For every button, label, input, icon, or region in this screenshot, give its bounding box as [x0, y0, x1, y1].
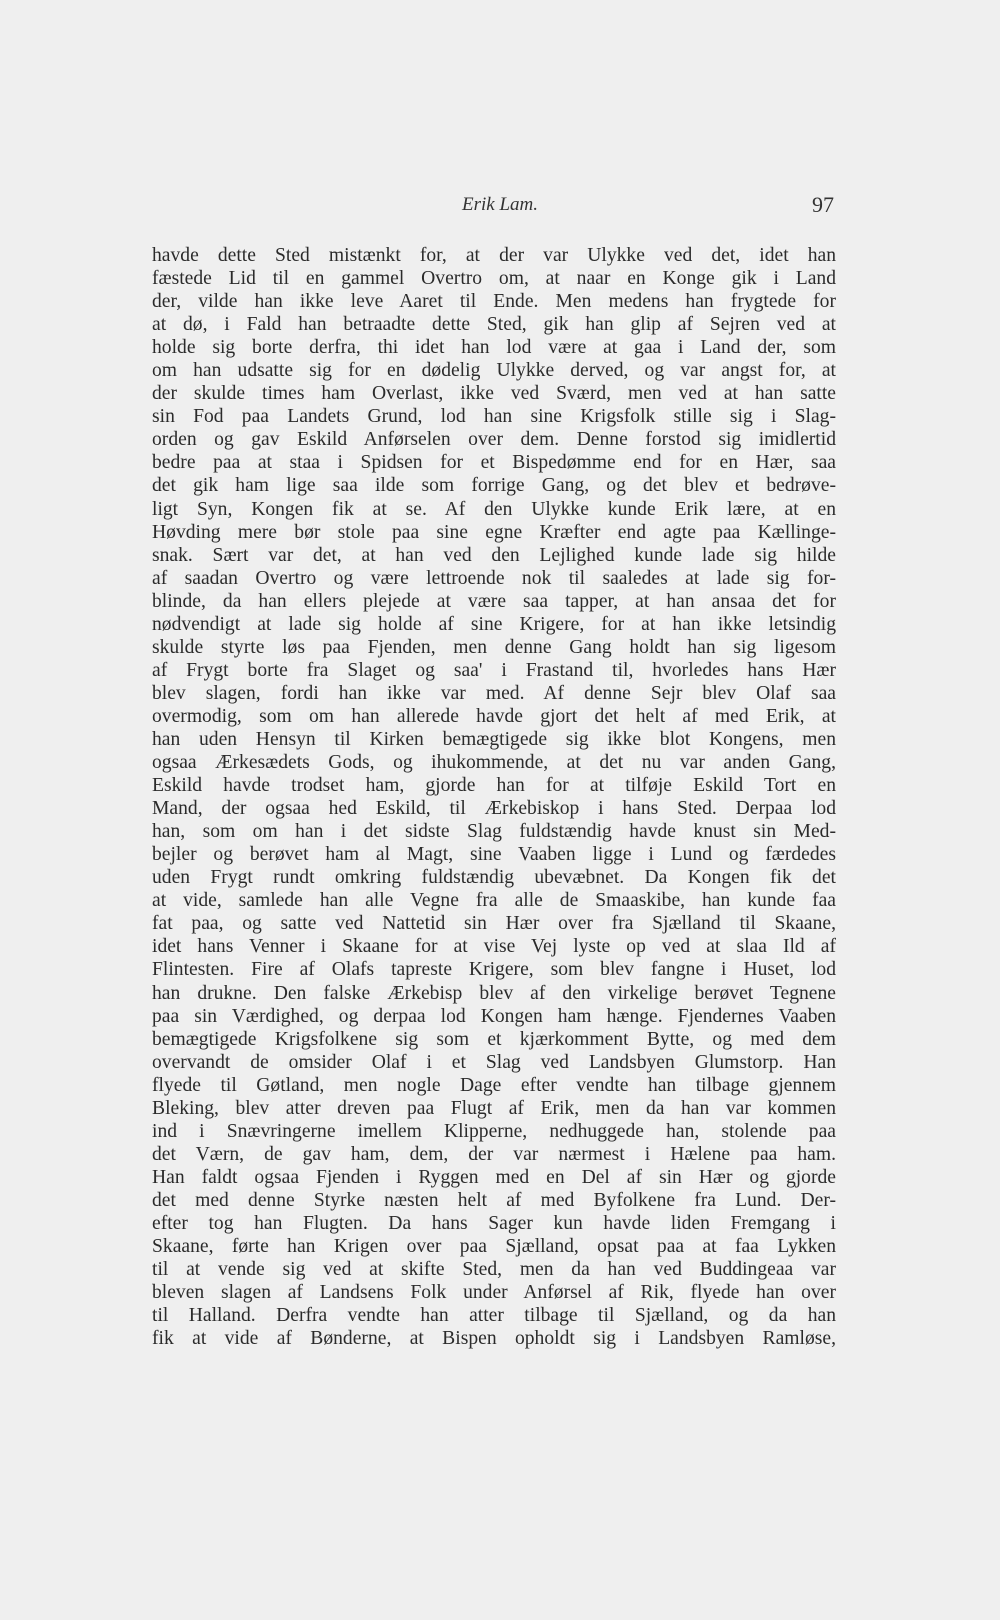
text-line: at vide, samlede han alle Vegne fra alle de Smaaskibe, han kunde faa [152, 890, 836, 912]
text-line: sin Fod paa Landets Grund, lod han sine Krigsfolk stille sig i Slag- [152, 406, 836, 428]
text-line: Høvding mere bør stole paa sine egne Kræfter end agte paa Kællinge- [152, 521, 836, 543]
text-line: orden og gav Eskild Anførselen over dem. Denne forstod sig imidlertid [152, 429, 836, 451]
text-line: bleven slagen af Landsens Folk under Anførsel af Rik, flyede han over [152, 1282, 836, 1304]
text-line: havde dette Sted mistænkt for, at der var Ulykke ved det, idet han [152, 245, 836, 266]
text-line: der, vilde han ikke leve Aaret til Ende. Men medens han frygtede for [152, 291, 836, 313]
text-line: bedre paa at staa i Spidsen for et Bispedømme end for en Hær, saa [152, 452, 836, 474]
text-line: Flintesten. Fire af Olafs tapreste Krigere, som blev fangne i Huset, lod [152, 959, 836, 981]
text-line: uden Frygt rundt omkring fuldstændig ubevæbnet. Da Kongen fik det [152, 867, 836, 889]
running-title: Erik Lam. [462, 194, 538, 215]
text-line: han, som om han i det sidste Slag fuldstændig havde knust sin Med- [152, 821, 836, 843]
text-line: af Frygt borte fra Slaget og saa' i Frastand til, hvorledes hans Hær [152, 659, 836, 681]
text-line: ogsaa Ærkesædets Gods, og ihukommende, at det nu var anden Gang, [152, 752, 836, 774]
text-line: flyede til Gøtland, men nogle Dage efter vendte han tilbage gjennem [152, 1074, 836, 1096]
text-line: det Værn, de gav ham, dem, der var nærmest i Hælene paa ham. [152, 1143, 836, 1165]
text-line: han drukne. Den falske Ærkebisp blev af den virkelige berøvet Tegnene [152, 982, 836, 1004]
text-line: bemægtigede Krigsfolkene sig som et kjærkomment Bytte, og med dem [152, 1028, 836, 1050]
text-line: efter tog han Flugten. Da hans Sager kun havde liden Fremgang i [152, 1212, 836, 1234]
text-line: af saadan Overtro og være lettroende nok til saaledes at lade sig for- [152, 567, 836, 589]
text-line: om han udsatte sig for en dødelig Ulykke derved, og var angst for, at [152, 360, 836, 382]
text-line: overvandt de omsider Olaf i et Slag ved Landsbyen Glumstorp. Han [152, 1051, 836, 1073]
text-line: blev slagen, fordi han ikke var med. Af denne Sejr blev Olaf saa [152, 682, 836, 704]
text-line: idet hans Venner i Skaane for at vise Vej lyste op ved at slaa Ild af [152, 936, 836, 958]
text-line: snak. Sært var det, at han ved den Lejlighed kunde lade sig hilde [152, 544, 836, 566]
text-line: overmodig, som om han allerede havde gjort det helt af med Erik, at [152, 705, 836, 727]
text-line: det med denne Styrke næsten helt af med Byfolkene fra Lund. Der- [152, 1189, 836, 1211]
body-text [152, 244, 836, 1350]
text-line: fik at vide af Bønderne, at Bispen opholdt sig i Landsbyen Ramløse, [152, 1328, 836, 1350]
text-line: fæstede Lid til en gammel Overtro om, at naar en Konge gik i Land [152, 268, 836, 290]
text-line: der skulde times ham Overlast, ikke ved Sværd, men ved at han satte [152, 383, 836, 405]
text-line: ligt Syn, Kongen fik at se. Af den Ulykke kunde Erik lære, at en [152, 498, 836, 520]
text-line: Skaane, førte han Krigen over paa Sjælland, opsat paa at faa Lykken [152, 1236, 836, 1258]
text-line: til at vende sig ved at skifte Sted, men da han ved Buddingeaa var [152, 1259, 836, 1281]
text-line: ind i Snævringerne imellem Klipperne, nedhuggede han, stolende paa [152, 1120, 836, 1142]
text-line: holde sig borte derfra, thi idet han lod være at gaa i Land der, som [152, 337, 836, 359]
text-line: paa sin Værdighed, og derpaa lod Kongen ham hænge. Fjendernes Vaaben [152, 1005, 836, 1027]
text-line: nødvendigt at lade sig holde af sine Krigere, for at han ikke letsindig [152, 613, 836, 635]
text-line: til Halland. Derfra vendte han atter tilbage til Sjælland, og da han [152, 1305, 836, 1327]
text-line: Mand, der ogsaa hed Eskild, til Ærkebiskop i hans Sted. Derpaa lod [152, 798, 836, 820]
text-line: Eskild havde trodset ham, gjorde han for at tilføje Eskild Tort en [152, 775, 836, 797]
page-number: 97 [812, 192, 834, 217]
text-line: han uden Hensyn til Kirken bemægtigede sig ikke blot Kongens, men [152, 728, 836, 750]
text-line: blinde, da han ellers plejede at være saa tapper, at han ansaa det for [152, 590, 836, 612]
text-line: Bleking, blev atter dreven paa Flugt af Erik, men da han var kommen [152, 1097, 836, 1119]
text-line: skulde styrte løs paa Fjenden, men denne Gang holdt han sig ligesom [152, 636, 836, 658]
text-line: at dø, i Fald han betraadte dette Sted, gik han glip af Sejren ved at [152, 314, 836, 336]
text-line: det gik ham lige saa ilde som forrige Gang, og det blev et bedrøve- [152, 475, 836, 497]
text-line: fat paa, og satte ved Nattetid sin Hær over fra Sjælland til Skaane, [152, 913, 836, 935]
text-line: bejler og berøvet ham al Magt, sine Vaaben ligge i Lund og færdedes [152, 844, 836, 866]
text-line: Han faldt ogsaa Fjenden i Ryggen med en Del af sin Hær og gjorde [152, 1166, 836, 1188]
